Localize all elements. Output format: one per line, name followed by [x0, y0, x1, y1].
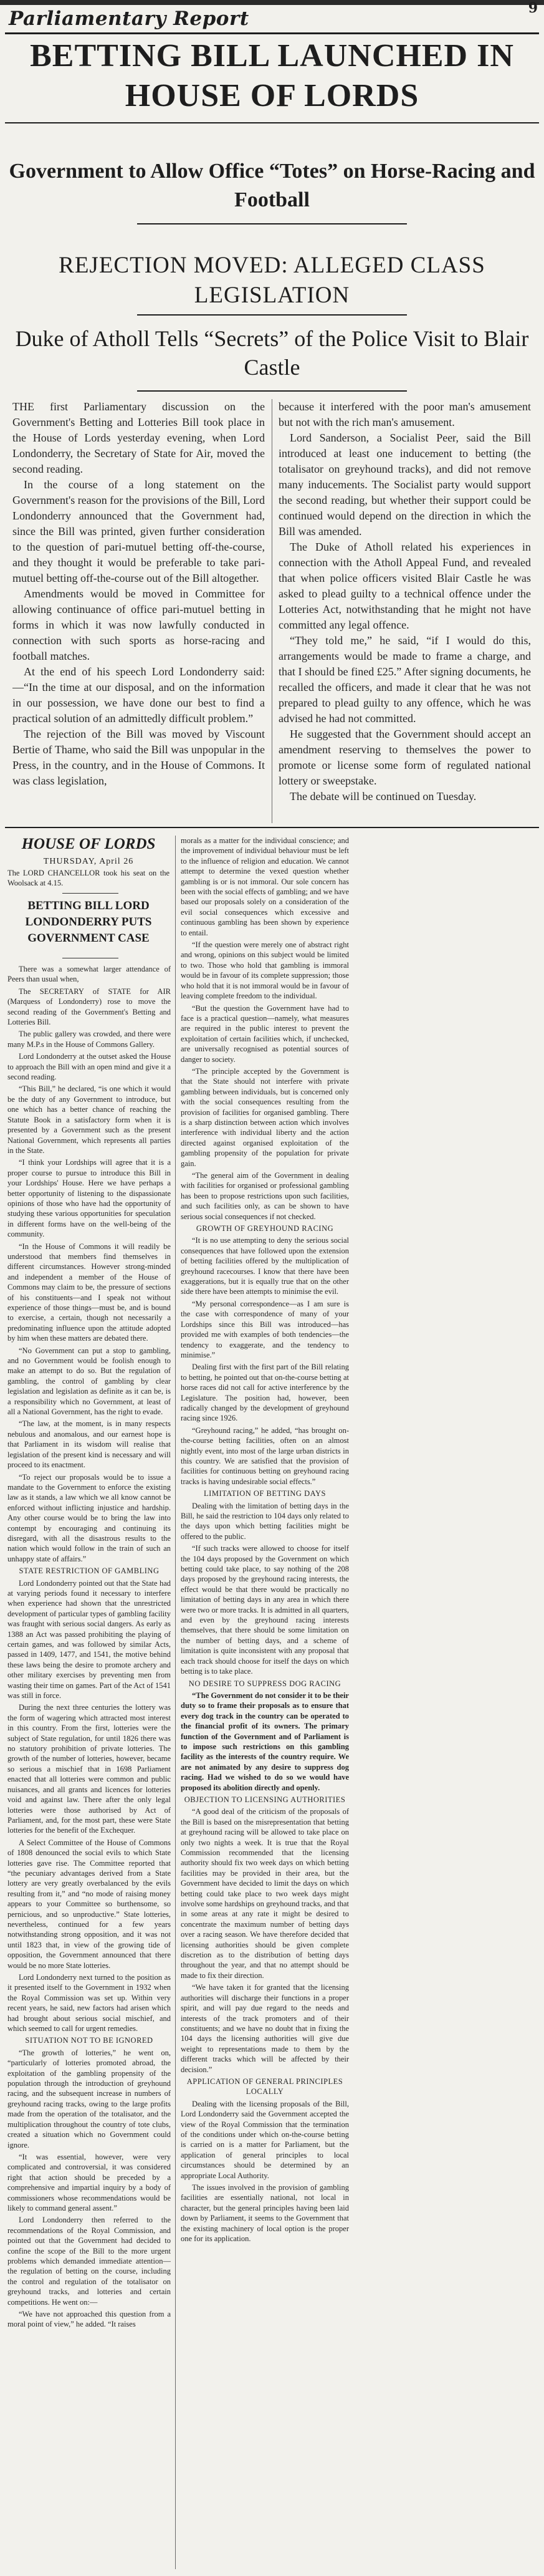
third-headline: REJECTION MOVED: ALLEGED CLASS LEGISLATION: [59, 253, 485, 308]
lords-paragraph: “A good deal of the criticism of the proposals of the Bill is based on the misrepresentation that betting at greyhound racing will be allowed to take place on only two nights a week. It is true that the Royal Commission recommended that the licensing authority should fix two week days on which betting facilities may be provided in their area, but the Government have decided to limit the days on which betting could take place to two week days might involve some hardships on greyhound tracks, and that in some areas at any rate it might be desired to concentrate the maximum number of betting days over a racing season. We have therefore decided that licensing authorities should be given complete discretion as to the distribution of betting days throughout the year, and that no attempt should be made to fix their direction.: [181, 1807, 349, 1980]
lords-paragraph: “My personal correspondence—as I am sure is the case with correspondence of many of your Lordships since this Bill was introduced—has provided me with examples of both tendencies—the tendency to exaggerate, and the tendency to minimise.”: [181, 1299, 349, 1359]
lords-paragraph: “The principle accepted by the Government is that the State should not interfere with private gambling between individuals, but is concerned only with the social consequences resulting from the provision of facilities for organised gambling. There is a sharp distinction between action which involves interference with individual liberty and the action directed against organised exploitation of the gambling propensity of the population for private gain.: [181, 1066, 349, 1168]
house-of-lords-date: THURSDAY, April 26: [43, 857, 134, 866]
lords-paragraph: During the next three centuries the lottery was the form of wagering which attracted most interest in this country. From the first, lotteries were the subject of State regulation, for until 1826 there was no statutory prohibition of private lotteries. The growth of the number of lotteries, however, became so serious a mischief that in 1698 Parliament enacted that all lotteries were common and public nuisances, and all grants and licences for lotteries void and against law. There after the only legal lotteries were those authorised by Act of Parliament, and, for the most part, these were State lotteries for the benefit of the Exchequer.: [7, 1703, 171, 1835]
upper-column-2: [279, 399, 531, 823]
rule-after-main: [5, 122, 539, 123]
lords-paragraph: “No Government can put a stop to gambling, and no Government would be foolish enough to make an attempt to do so. But the regulation of gambling, the control of gambling by clear legislation and legislation as definite as it can be, is a responsibility which no Government, at least of all a National Government, has the right to evade.: [7, 1346, 171, 1417]
house-of-lords-title: HOUSE OF LORDS: [21, 836, 156, 852]
lords-paragraph: “The growth of lotteries,” he went on, “particularly of lotteries promoted abroad, the exploitation of the gambling propensity of the population through the introduction of greyhound racing, and the subsequent increase in numbers of greyhound racing tracks, owing to the large profits made from the operation of the totalisator, and the multiplication throughout the country of tote clubs, created a situation which no Government could ignore.: [7, 2048, 171, 2149]
lords-paragraph: Lord Londonderry then referred to the recommendations of the Royal Commission, and pointed out that the Government had decided to confine the scope of the Bill to the more urgent problems which demanded immediate attention—the regulation of betting on the course, including the control and regulation of the totalisator on greyhound tracks, and lotteries and certain competitions. He went on:—: [7, 2216, 171, 2307]
lords-paragraph: There was a somewhat larger attendance of Peers than usual when,: [7, 965, 171, 984]
lords-paragraph: “I think your Lordships will agree that it is a proper course to pursue to introduce this Bill in your Lordships' House. Here we have perhaps a better opportunity of listening to the dispassionate opinions of those who have had the opportunity of studying these various opportunities for speculation in different forms have on the well-being of the community.: [7, 1158, 171, 1239]
lords-paragraph: “It was essential, however, were very complicated and controversial, it was considered right that action should be preceded by a comprehensive and impartial inquiry by a body of commissioners whose recommendations would be likely to command general assent.”: [7, 2152, 171, 2212]
house-of-lords-byline: The LORD CHANCELLOR took his seat on the Woolsack at 4.15.: [7, 869, 169, 887]
main-headline: BETTING BILL LAUNCHED IN HOUSE OF LORDS: [30, 38, 514, 113]
lords-paragraph: The issues involved in the provision of gambling facilities are essentially national, not local in character, but the general principles having been laid down by Parliament, it seems to the Government that the existing machinery of local option is the proper one for its application.: [181, 2183, 349, 2244]
lords-paragraph: Dealing first with the first part of the Bill relating to betting, he pointed out that on-the-course betting at horse races did not call for active interference by the Legislature. The position had, however, been radically changed by the development of greyhound racing since 1926.: [181, 1363, 349, 1423]
betting-bill-head: BETTING BILL LORD LONDONDERRY PUTS GOVERNMENT CASE: [25, 899, 152, 945]
subheading: SITUATION NOT TO BE IGNORED: [25, 2036, 153, 2045]
lords-paragraph: “The Government do not consider it to be their duty so to frame their proposals as to ensure that every dog track in the country can be operated to the financial profit of its owners. The primary function of the Government and of Parliament is to impose such restrictions on this gambling facility as the interests of the country require. We are not animated by any desire to suppress dog racing. Had we wished to do so we would have proposed its abolition directly and openly.: [181, 1691, 349, 1792]
lords-paragraph: Lord Londonderry pointed out that the State had at varying periods found it necessary to interfere when experience had shown that the unrestricted development of particular types of gambling facility was fraught with serious social dangers. As early as 1388 an Act was passed prohibiting the playing of certain games, and was followed by similar Acts, passed in 1409, 1477, and 1541, the motive behind these laws being the desire to promote archery and other military exercises by preventing men from wasting their time on games. Part of the Act of 1541 was still in force.: [7, 1578, 171, 1700]
upper-paragraph: At the end of his speech Lord Londonderry said:—“In the time at our disposal, and on the information in our possession, we have done our best to find a practical solution of an admittedly difficult problem.”: [12, 665, 265, 725]
lords-paragraph: The SECRETARY of STATE for AIR (Marquess of Londonderry) rose to move the second reading of the Government's Betting and Lotteries Bill.: [7, 987, 171, 1027]
lords-paragraph: “In the House of Commons it will readily be understood that members find themselves in different circumstances. However strong-minded and independent a member of the House of Commons may claim to be, the pressure of sections of his constituents—and I speak not without experience of those things—must be, and is bound to exercise, a certain, though not necessarily a predominating influence upon the attitude adopted by him when these matters are debated there.: [7, 1242, 171, 1343]
upper-paragraph: The Duke of Atholl related his experiences in connection with the Atholl Appeal Fund, and revealed that when police officers visited Blair Castle he was asked to plead guilty to a technical offence under the Lotteries Act, notwithstanding that he might not have committed any legal offence.: [279, 541, 531, 631]
subheading: STATE RESTRICTION OF GAMBLING: [19, 1566, 160, 1576]
upper-paragraph: He suggested that the Government should accept an amendment reserving to themselves the power to promote or license some form of regulated national lottery or sweepstake.: [279, 728, 531, 787]
lords-paragraph: Dealing with the licensing proposals of the Bill, Lord Londonderry said the Government accepted the view of the Royal Commission that the termination of the conditions under which on-the-course betting is carried on is a matter for Parliament, but the application of general principles to local circumstances should be determined by an appropriate Local Authority.: [181, 2099, 349, 2180]
rule-after-third: [137, 314, 407, 316]
subheading: OBJECTION TO LICENSING AUTHORITIES: [184, 1795, 346, 1804]
subheading: APPLICATION OF GENERAL PRINCIPLES LOCALLY: [186, 2077, 343, 2096]
lords-paragraph: “The general aim of the Government in dealing with facilities for organised or professional gambling has been to propose restrictions upon such facilities, and such facilities only, as can be shown to have serious social consequences if not checked.: [181, 1171, 349, 1221]
subheading: GROWTH OF GREYHOUND RACING: [196, 1224, 334, 1233]
top-rule: [0, 0, 544, 5]
sub-headline: Government to Allow Office “Totes” on Horse-Racing and Football: [9, 160, 535, 211]
upper-paragraph: because it interfered with the poor man's amusement but not with the rich man's amusement.: [279, 400, 531, 428]
lords-paragraph: “We have not approached this question from a moral point of view,” he added. “It raises: [7, 2310, 171, 2329]
header-rule: [5, 32, 539, 34]
lords-paragraph: “We have taken it for granted that the licensing authorities will discharge their functions in a proper spirit, and will pay due regard to the needs and interests of the track promoters and of their constituents; and we have no doubt that in fixing the 104 days the licensing authorities will give due weight to representations made to them by the different tracks which will be affected by their decision.”: [181, 1983, 349, 2074]
lords-paragraph: Dealing with the limitation of betting days in the Bill, he said the restriction to 104 days only related to the days upon which betting facilities might be offered to the public.: [181, 1501, 349, 1541]
lords-paragraph: “But the question the Government have had to face is a practical question—namely, what measures are required in the public interest to prevent the exploitation of certain facilities which, if unchecked, are universally recognised as potential sources of danger to society.: [181, 1003, 349, 1064]
lords-paragraph: The public gallery was crowded, and there were many M.P.s in the House of Commons Gallery.: [7, 1030, 171, 1049]
lords-paragraph: “Greyhound racing,” he added, “has brought on-the-course betting facilities, often on an almost nightly event, into most of the large urban districts in this country. We are satisfied that the provision of facilities for continuous betting on greyhound racing tracks is having undesirable social effects.”: [181, 1425, 349, 1486]
upper-paragraph: THE first Parliamentary discussion on the Government's Betting and Lotteries Bill took place in the House of Lords yesterday evening, when Lord Londonderry, the Secretary of State for Air, moved the second reading.: [12, 400, 265, 475]
lords-paragraph: “The law, at the moment, is in many respects nebulous and anomalous, and our earnest hope is that Parliament in its wisdom will realise that legislation of the present kind is necessary and will proceed to its enactment.: [7, 1419, 171, 1470]
upper-paragraph: Amendments would be moved in Committee for allowing continuance of office pari-mutuel betting in forms in which it was now lawfully conducted in connection with such sports as horse-racing and football matches.: [12, 587, 265, 662]
upper-paragraph: “They told me,” he said, “if I would do this, arrangements would be made to frame a charge, and that I should be fined £25.” After signing documents, he recalled the officers, and made it clear that he was not prepared to plead guilty to any offence, which he was advised he had not committed.: [279, 634, 531, 725]
lords-column-1: [7, 964, 171, 2570]
rule-after-fourth: [137, 390, 407, 392]
fourth-headline: Duke of Atholl Tells “Secrets” of the Police Visit to Blair Castle: [15, 326, 529, 380]
rule-after-sub: [137, 223, 407, 224]
lords-paragraph: Lord Londonderry at the outset asked the House to approach the Bill with an open mind and give it a second reading.: [7, 1052, 171, 1082]
subheading: NO DESIRE TO SUPPRESS DOG RACING: [188, 1679, 341, 1688]
upper-column-1: [12, 399, 265, 823]
lords-paragraph: “If the question were merely one of abstract right and wrong, opinions on this subject would be limited to two. Those who hold that gambling is immoral would be in favour of its complete suppression; those who hold that it is not immoral would be in favour of leaving complete freedom to the individual.: [181, 940, 349, 1001]
lords-paragraph: morals as a matter for the individual conscience; and the improvement of individual behaviour must be left to the influence of religion and education. We cannot attempt to determine the vexed question whether gambling is or is not immoral. Our sole concern has been with the social effects of gambling; and we have based our proposals solely on a consideration of the evil social consequences which excessive and continuous gambling has been shown by experience to entail.: [181, 836, 349, 937]
byline-rule: [62, 893, 118, 894]
lords-paragraph: “This Bill,” he declared, “is one which it would be the duty of any Government to introduce, but one which has a better chance of reaching the Statute Book in a satisfactory form when it is presented by a Government such as the present National Government, which represents all parties in the State.: [7, 1084, 171, 1155]
subheading: LIMITATION OF BETTING DAYS: [204, 1489, 326, 1498]
lords-column-2: [181, 836, 349, 2569]
lords-paragraph: Lord Londonderry next turned to the position as it presented itself to the Government in 1932 when the Royal Commission was set up. Within very recent years, he said, new factors had arisen which had brought about serious social mischief, and which seemed to call for urgent remedies.: [7, 1973, 171, 2033]
section-heading: Parliamentary Report: [9, 7, 249, 30]
lords-column-rule: [175, 836, 176, 2569]
upper-paragraph: In the course of a long statement on the Government's reason for the provisions of the Bill, Lord Londonderry announced that the Government had, since the Bill was printed, given further consideration to the question of pari-mutuel betting off-the-course, and they thought it would be preferable to take pari-mutuel betting off-the-course out of the Bill altogether.: [12, 478, 265, 584]
upper-paragraph: The rejection of the Bill was moved by Viscount Bertie of Thame, who said the Bill was unpopular in the Press, in the country, and in the House of Commons. It was class legislation,: [12, 728, 265, 787]
lords-paragraph: “It is no use attempting to deny the serious social consequences that have followed upon the extension of betting facilities offered by the multiplication of greyhound racecourses. I know that there have been exaggerations, but it is equally true that on the other side there have been attempts to minimise the evil.: [181, 1236, 349, 1296]
lords-paragraph: “If such tracks were allowed to choose for itself the 104 days proposed by the Government on which betting could take place, to say nothing of the 208 days proposed by the greyhound racing interests, the effect would be that there would be practically no limitation of betting days in any area in which there were two or more tracks. It is admitted in all quarters, and even by the greyhound racing interests themselves, that there should be some limitation on the number of betting days, and a scheme of limitation is quite inconsistent with any proposal that each track should choose for itself the days on which betting is to take place.: [181, 1544, 349, 1676]
lords-paragraph: A Select Committee of the House of Commons of 1808 denounced the social evils to which State lotteries gave rise. The Committee reported that “the pecuniary advantages derived from a State lottery are very greatly overbalanced by the evils resulting from it,” and “no mode of raising money appears to your Committee so burthensome, so pernicious, and so unproductive.” State lotteries, nevertheless, continued for a few years notwithstanding strong opposition, and it was not until 1823 that, in view of the growing tide of opposition, the Government announced that there would be no more State lotteries.: [7, 1838, 171, 1970]
upper-paragraph: Lord Sanderson, a Socialist Peer, said the Bill introduced at least one inducement to betting (the totalisator on greyhound tracks), and did not remove many inducements. The Socialist party would support the second reading, but whether their support could be continued would depend on the direction in which the Bill was amended.: [279, 432, 531, 538]
lords-paragraph: “To reject our proposals would be to issue a mandate to the Government to enforce the existing law as it stands, a law which we all know cannot be enforced without inflicting injustice and hardship. Any other course would be to bring the law into contempt by encouraging and continuing its disregard, with all the disastrous results to the nation which would follow in the train of such an unhappy state of affairs.”: [7, 1472, 171, 1563]
upper-paragraph: The debate will be continued on Tuesday.: [290, 790, 477, 803]
section-divider: [5, 827, 539, 828]
page-number: 9: [528, 0, 538, 16]
